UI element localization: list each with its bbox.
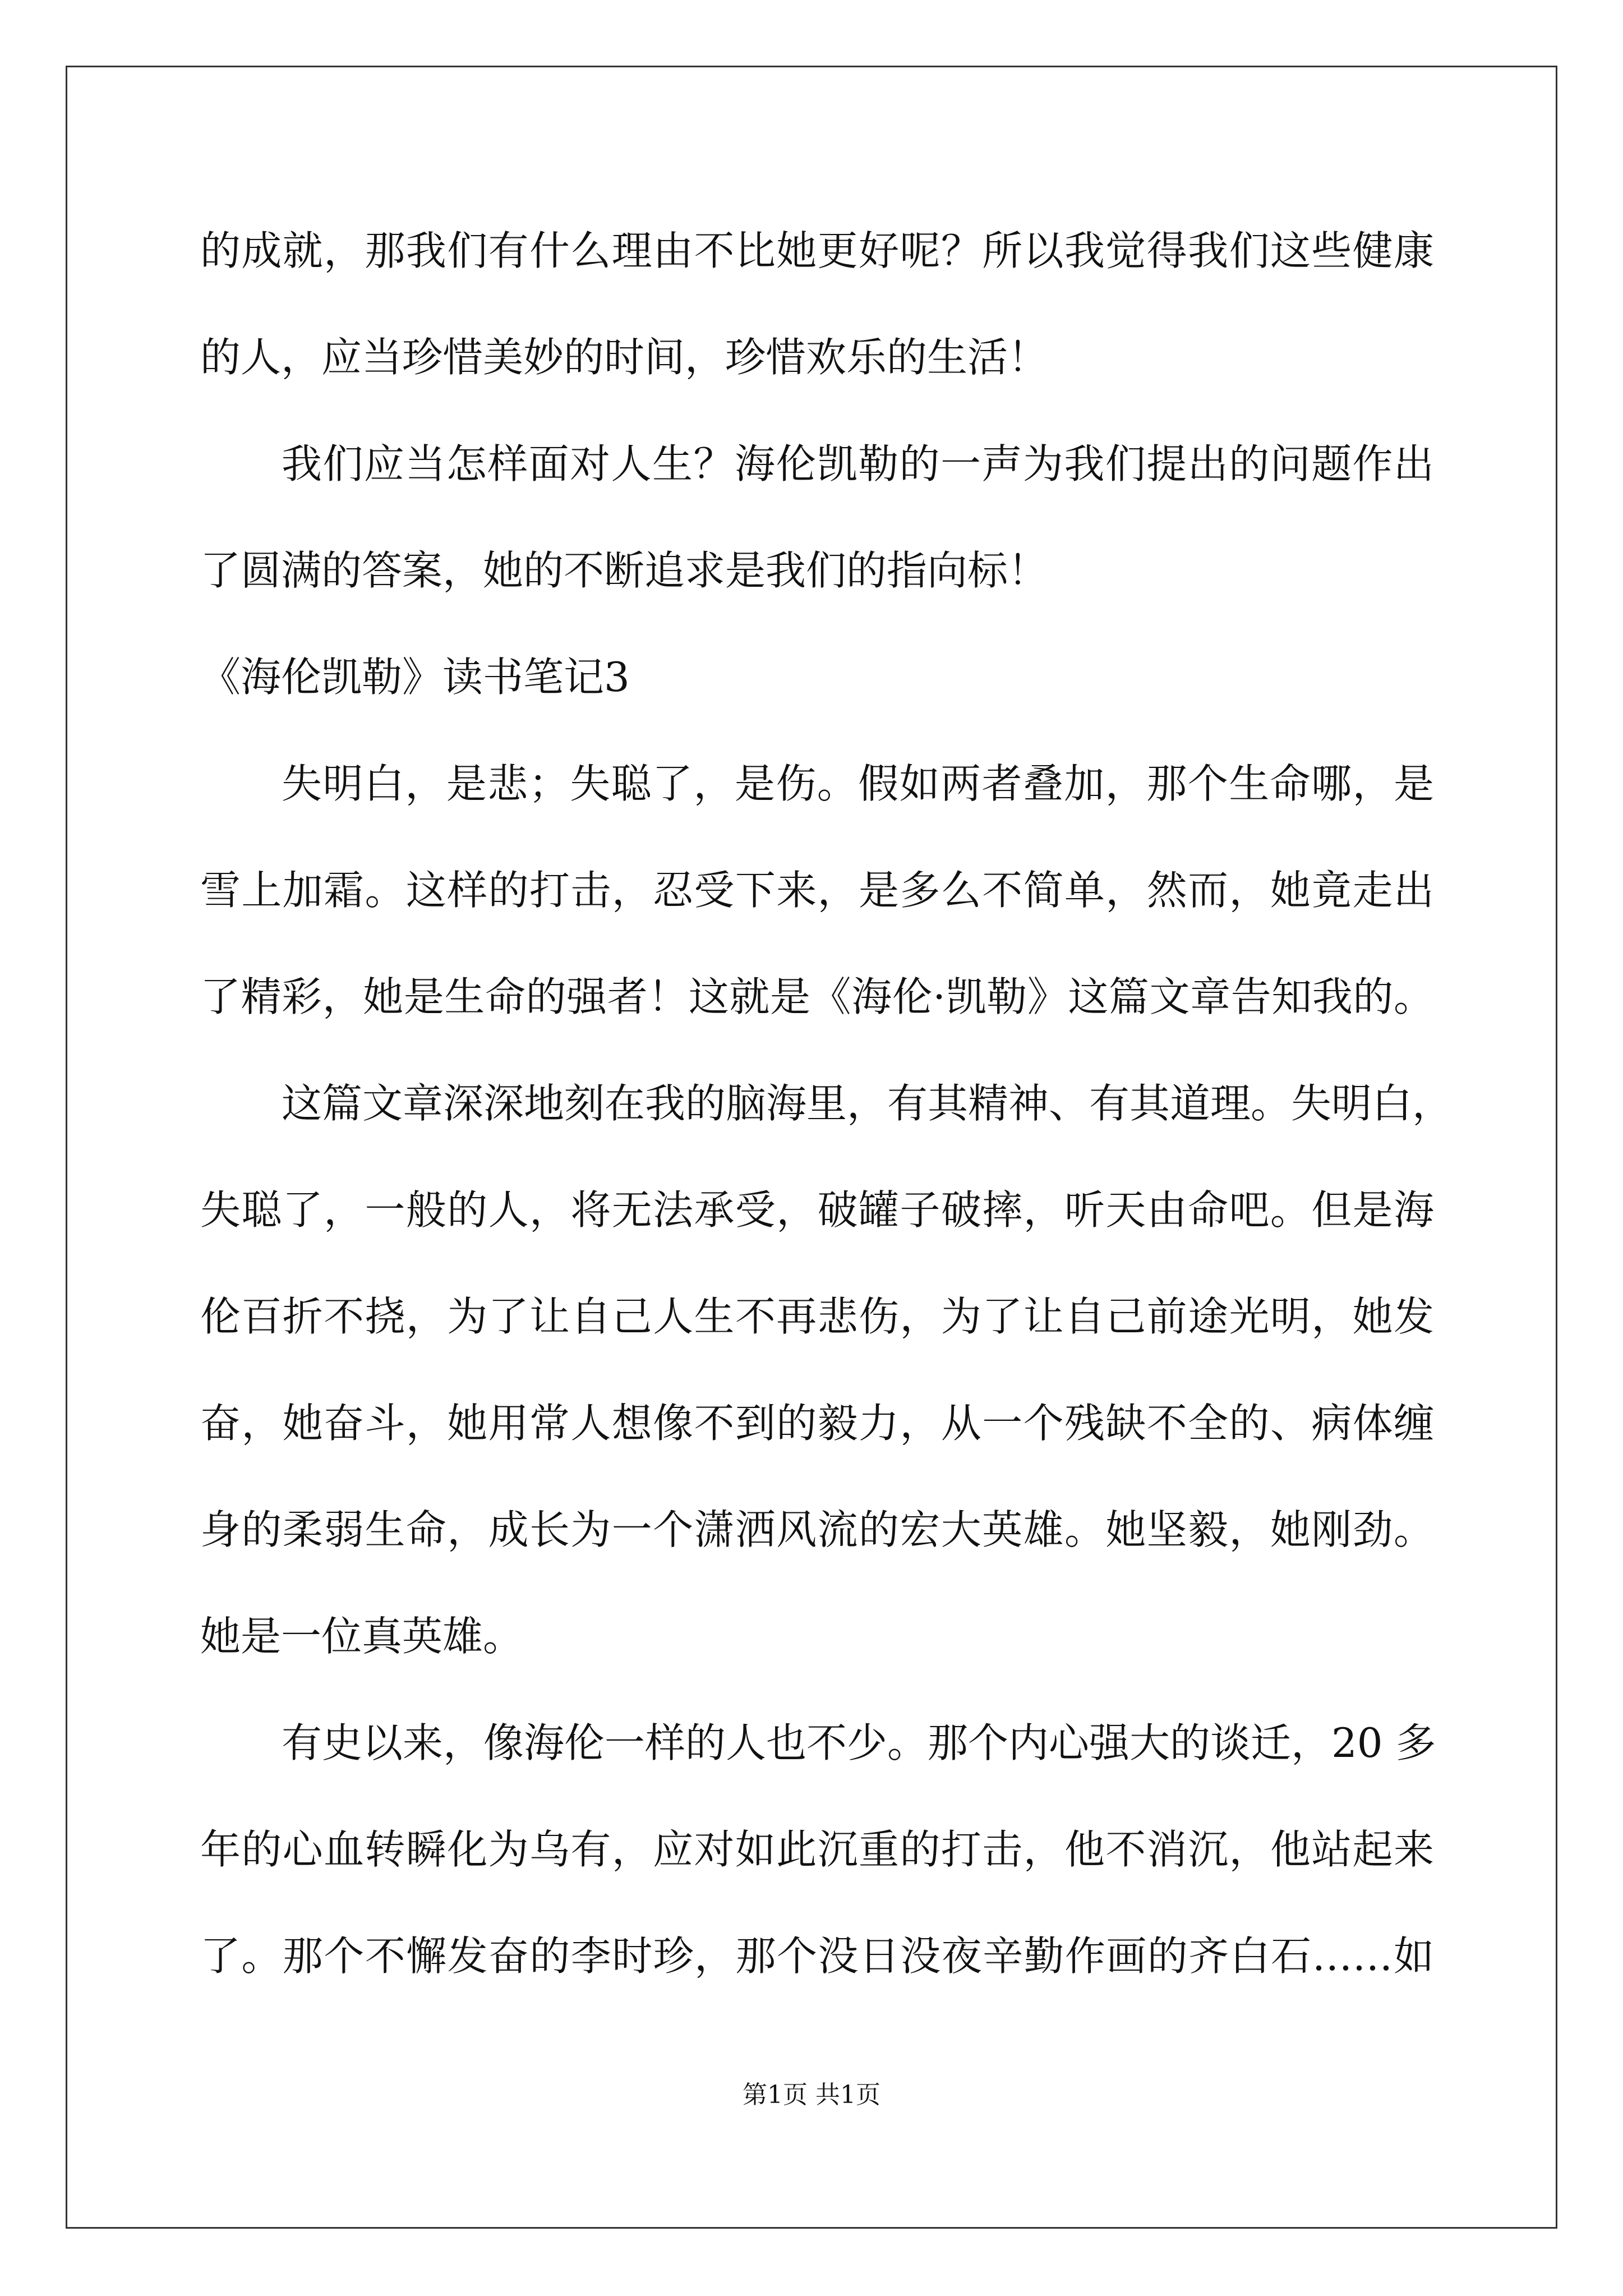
paragraph-line: 我们应当怎样面对人生？海伦凯勒的一声为我们提出的问题作出 <box>282 440 1434 487</box>
paragraph-line: 的人，应当珍惜美妙的时间，珍惜欢乐的生活！ <box>200 334 1049 381</box>
paragraph-line: 身的柔弱生命，成长为一个潇洒风流的宏大英雄。她坚毅，她刚劲。 <box>200 1506 1434 1553</box>
paragraph-line: 奋，她奋斗，她用常人想像不到的毅力，从一个残缺不全的、病体缠 <box>200 1400 1434 1447</box>
page-border <box>66 66 1557 2229</box>
paragraph-line: 伦百折不挠，为了让自己人生不再悲伤，为了让自己前途光明，她发 <box>200 1293 1434 1340</box>
paragraph-line: 失聪了，一般的人，将无法承受，破罐子破摔，听天由命吧。但是海 <box>200 1186 1434 1234</box>
paragraph-line: 雪上加霜。这样的打击，忍受下来，是多么不简单，然而，她竟走出 <box>200 867 1434 914</box>
paragraph-line: 了。那个不懈发奋的李时珍，那个没日没夜辛勤作画的齐白石……如 <box>200 1932 1434 1980</box>
paragraph-line: 有史以来，像海伦一样的人也不少。那个内心强大的谈迁，20 多 <box>282 1719 1436 1766</box>
page-footer: 第1页 共1页 <box>743 2081 880 2109</box>
paragraph-line: 年的心血转瞬化为乌有，应对如此沉重的打击，他不消沉，他站起来 <box>200 1826 1434 1873</box>
paragraph-line: 了精彩，她是生命的强者！这就是《海伦·凯勒》这篇文章告知我的。 <box>200 973 1434 1020</box>
paragraph-line: 失明白，是悲；失聪了，是伤。假如两者叠加，那个生命哪，是 <box>282 760 1434 807</box>
paragraph-line: 的成就，那我们有什么理由不比她更好呢？所以我觉得我们这些健康 <box>200 227 1434 274</box>
paragraph-line: 这篇文章深深地刻在我的脑海里，有其精神、有其道理。失明白， <box>282 1080 1453 1127</box>
paragraph-line: 她是一位真英雄。 <box>200 1613 524 1660</box>
section-heading: 《海伦凯勒》读书笔记3 <box>200 654 630 701</box>
paragraph-line: 了圆满的答案，她的不断追求是我们的指向标！ <box>200 547 1049 594</box>
